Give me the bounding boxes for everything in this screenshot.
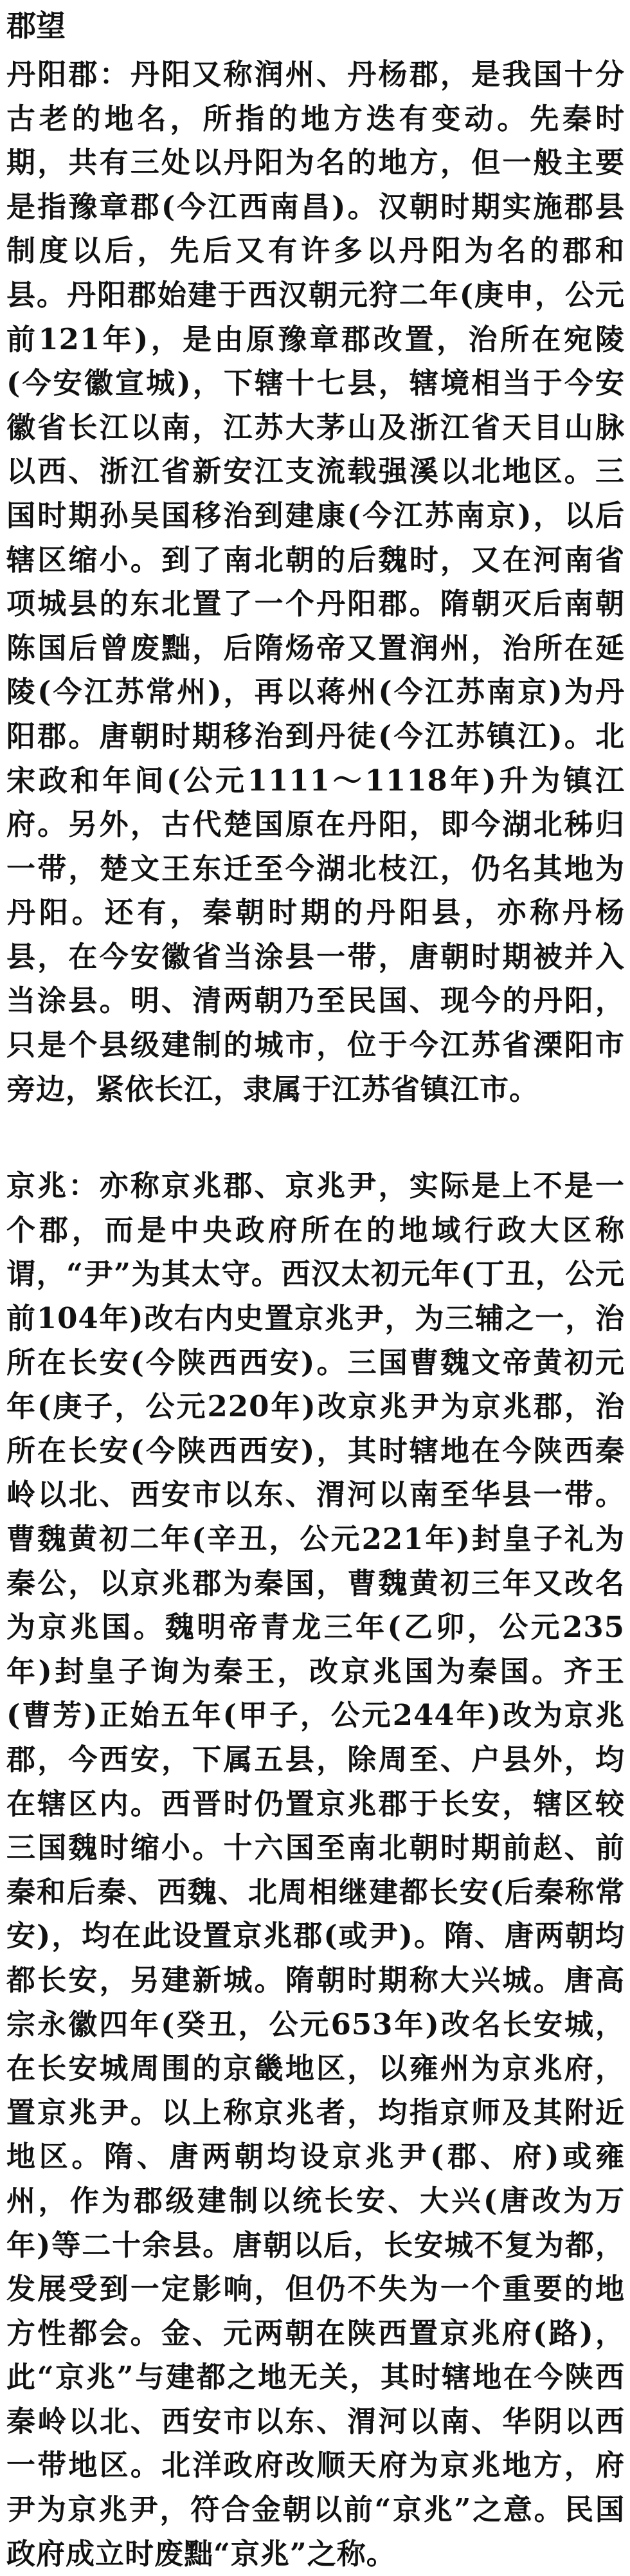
paragraph-danyang: 丹阳郡：丹阳又称润州、丹杨郡，是我国十分古老的地名，所指的地方迭有变动。先秦时期，共有三处以丹阳为名的地方，但一般主要是指豫章郡(今江西南昌)。汉朝时期实施郡县制度以后，先后又有许多以丹阳为名的郡和县。丹阳郡始建于西汉朝元狩二年(庚申，公元前121年)，是由原豫章郡改置，治所在宛陵(今安徽宣城)，下辖十七县，辖境相当于今安徽省长江以南，江苏大茅山及浙江省天目山脉以西、浙江省新安江支流载强溪以北地区。三国时期孙吴国移治到建康(今江苏南京)，以后辖区缩小。到了南北朝的后魏时，又在河南省项城县的东北置了一个丹阳郡。隋朝灭后南朝陈国后曾废黜，后隋炀帝又置润州，治所在延陵(今江苏常州)，再以蒋州(今江苏南京)为丹阳郡。唐朝时期移治到丹徒(今江苏镇江)。北宋政和年间(公元1111～1118年)升为镇江府。另外，古代楚国原在丹阳，即今湖北秭归一带，楚文王东迁至今湖北枝江，仍名其地为丹阳。还有，秦朝时期的丹阳县，亦称丹杨县，在今安徽省当涂县一带，唐朝时期被并入当涂县。明、清两朝乃至民国、现今的丹阳，只是个县级建制的城市，位于今江苏省溧阳市旁边，紧依长江，隶属于江苏省镇江市。 bbox=[6, 57, 625, 1106]
document-title: 郡望 bbox=[6, 8, 66, 43]
paragraph-jingzhao: 京兆：亦称京兆郡、京兆尹，实际是上不是一个郡，而是中央政府所在的地域行政大区称谓，“尹”为其太守。西汉太初元年(丁丑，公元前104年)改右内史置京兆尹，为三辅之一，治所在长安(今陕西西安)。三国曹魏文帝黄初元年(庚子，公元220年)改京兆尹为京兆郡，治所在长安(今陕西西安)，其时辖地在今陕西秦岭以北、西安市以东、渭河以南至华县一带。曹魏黄初二年(辛丑，公元221年)封皇子礼为秦公，以京兆郡为秦国，曹魏黄初三年又改名为京兆国。魏明帝青龙三年(乙卯，公元235年)封皇子询为秦王，改京兆国为秦国。齐王(曹芳)正始五年(甲子，公元244年)改为京兆郡，今西安，下属五县，除周至、户县外，均在辖区内。西晋时仍置京兆郡于长安，辖区较三国魏时缩小。十六国至南北朝时期前赵、前秦和后秦、西魏、北周相继建都长安(后秦称常安)，均在此设置京兆郡(或尹)。隋、唐两朝均都长安，另建新城。隋朝时期称大兴城。唐高宗永徽四年(癸丑，公元653年)改名长安城，在长安城周围的京畿地区，以雍州为京兆府，置京兆尹。以上称京兆者，均指京师及其附近地区。隋、唐两朝均设京兆尹(郡、府)或雍州，作为郡级建制以统长安、大兴(唐改为万年)等二十余县。唐朝以后，长安城不复为都，发展受到一定影响，但仍不失为一个重要的地方性都会。金、元两朝在陕西置京兆府(路)，此“京兆”与建都之地无关，其时辖地在今陕西秦岭以北、西安市以东、渭河以南、华阴以西一带地区。北洋政府改顺天府为京兆地方，府尹为京兆尹，符合金朝以前“京兆”之意。民国政府成立时废黜“京兆”之称。 bbox=[6, 1169, 625, 2571]
document-page bbox=[6, 5, 625, 2576]
